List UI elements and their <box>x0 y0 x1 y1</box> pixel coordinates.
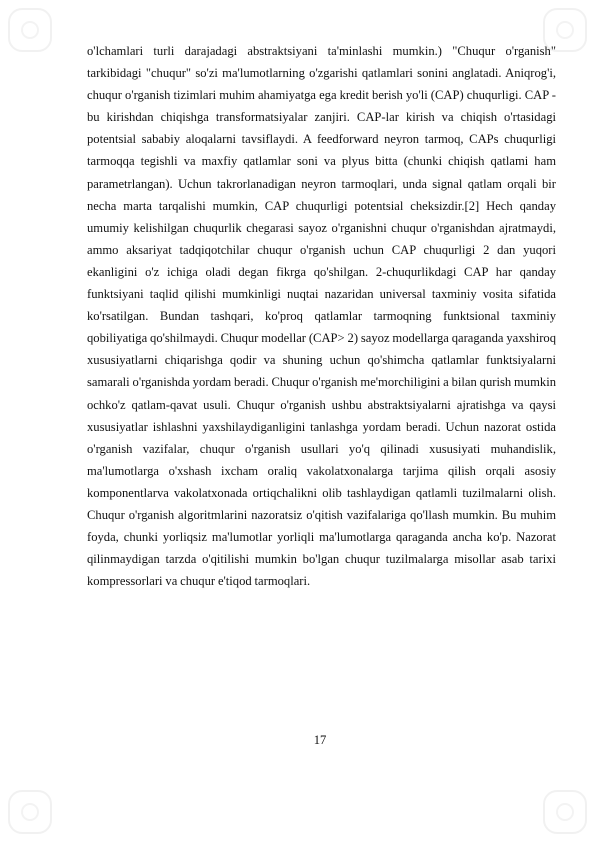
page-number: 17 <box>313 733 327 747</box>
watermark-logo-icon <box>8 790 52 834</box>
watermark-logo-icon <box>543 790 587 834</box>
watermark-logo-icon <box>8 8 52 52</box>
body-paragraph: o'lchamlari turli darajadagi abstraktsiyani ta'minlashi mumkin.) "Chuqur o'rganish" tarkibidagi "chuqur" so'zi ma'lumotlarning o'zgarishi qatlamlari sonini anglatadi. Aniqrog'i, chuqur o'rganish tizimlari muhim ahamiyatga ega kredit berish yo'li (CAP) chuqurligi. CAP - bu kirishdan chiqishga transformatsiyalar zanjiri. CAP-lar kirish va chiqish o'rtasidagi potentsial sababiy aloqalarni tavsiflaydi. A feedforward neyron tarmoq, CAPs chuqurligi tarmoqqa tegishli va maxfiy qatlamlar soni va plyus bitta (chunki chiqish qatlami ham parametrlangan). Uchun takrorlanadigan neyron tarmoqlari, unda signal qatlam orqali bir necha marta tarqalishi mumkin, CAP chuqurligi potentsial cheksizdir.[2] Hech qanday umumiy kelishilgan chuqurlik chegarasi sayoz o'rganishni chuqur o'rganishdan ajratmaydi, ammo aksariyat tadqiqotchilar chuqur o'rganish uchun CAP chuqurligi 2 dan yuqori ekanligini o'z ichiga oladi degan fikrga qo'shilgan. 2-chuqurlikdagi CAP har qanday funktsiyani taqlid qilishi mumkinligi nuqtai nazaridan universal taxminiy vosita sifatida ko'rsatilgan. Bundan tashqari, ko'proq qatlamlar tarmoqning funktsional taxminiy qobiliyatiga qo'shilmaydi. Chuqur modellar (CAP> 2) sayoz modellarga qaraganda yaxshiroq xususiyatlarni chiqarishga qodir va shuning uchun qo'shimcha qatlamlar funktsiyalarni samarali o'rganishda yordam beradi. Chuqur o'rganish me'morchiligini a bilan qurish mumkin ochko'z qatlam-qavat usuli. Chuqur o'rganish ushbu abstraktsiyalarni ajratishga va qaysi xususiyatlar ishlashni yaxshilaydiganligini tanlashga yordam beradi. Uchun nazorat ostida o'rganish vazifalar, chuqur o'rganish usullari yo'q qilinadi xususiyati muhandislik, ma'lumotlarga o'xshash ixcham oraliq vakolatxonalarga tarjima qilish orqali asosiy komponentlarva vakolatxonada ortiqchalikni olib tashlaydigan qatlamli tuzilmalarni olish. Chuqur o'rganish algoritmlarini nazoratsiz o'qitish vazifalariga qo'llash mumkin. Bu muhim foyda, chunki yorliqsiz ma'lumotlar yorliqli ma'lumotlarga qaraganda ancha ko'p. Nazorat qilinmaydigan tarzda o'qitilishi mumkin bo'lgan chuqur tuzilmalarga misollar asab tarixi kompressorlari va chuqur e'tiqod tarmoqlari. <box>87 44 556 589</box>
